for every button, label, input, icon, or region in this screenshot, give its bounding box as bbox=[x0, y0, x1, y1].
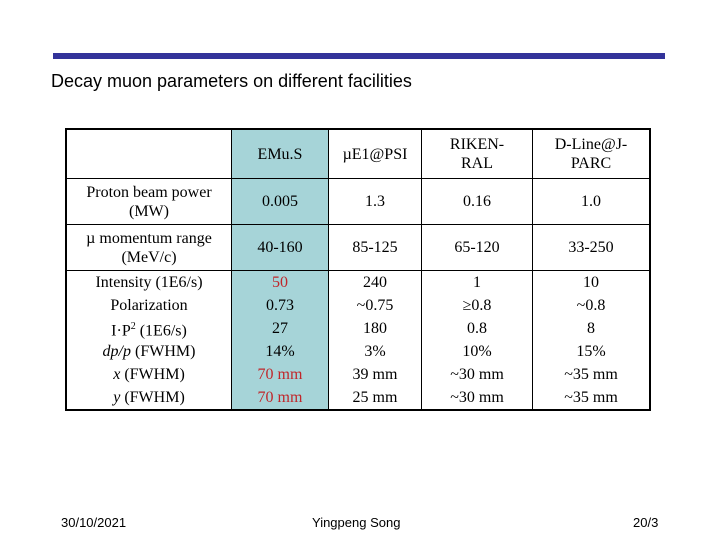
cell: 0.8 bbox=[422, 317, 533, 340]
table-row bbox=[66, 271, 650, 295]
table-row bbox=[66, 294, 650, 317]
cell: 10 bbox=[533, 271, 651, 295]
cell: 85-125 bbox=[329, 225, 422, 271]
table-row bbox=[66, 317, 650, 340]
cell: 10% bbox=[422, 340, 533, 363]
cell: 40-160 bbox=[232, 225, 329, 271]
cell: 1.3 bbox=[329, 179, 422, 225]
cell: ~30 mm bbox=[422, 386, 533, 410]
cell: 65-120 bbox=[422, 225, 533, 271]
table-row bbox=[66, 386, 650, 410]
cell: 3% bbox=[329, 340, 422, 363]
cell: 33-250 bbox=[533, 225, 651, 271]
table-header-row bbox=[66, 129, 650, 179]
row-label: Polarization bbox=[66, 294, 232, 317]
row-label: $I\cdot P^2$ (1E6/s) bbox=[66, 317, 232, 340]
cell: ~30 mm bbox=[422, 363, 533, 386]
footer-date: 30/10/2021 bbox=[61, 515, 127, 530]
table-row bbox=[66, 340, 650, 363]
cell: 1.0 bbox=[533, 179, 651, 225]
cell: 25 mm bbox=[329, 386, 422, 410]
header-cell bbox=[66, 129, 232, 179]
row-label: y (FWHM) bbox=[66, 386, 232, 410]
table-row bbox=[66, 363, 650, 386]
cell: 14% bbox=[232, 340, 329, 363]
cell: 0.16 bbox=[422, 179, 533, 225]
cell: ~35 mm bbox=[533, 386, 651, 410]
cell: 39 mm bbox=[329, 363, 422, 386]
cell: 27 bbox=[232, 317, 329, 340]
cell: ~35 mm bbox=[533, 363, 651, 386]
facility-comparison-table bbox=[65, 128, 651, 411]
header-cell: RIKEN- RAL bbox=[422, 129, 533, 179]
title-accent-bar bbox=[53, 53, 665, 59]
table-row bbox=[66, 225, 650, 271]
cell: ~0.75 bbox=[329, 294, 422, 317]
cell: 1 bbox=[422, 271, 533, 295]
header-cell: EMu.S bbox=[232, 129, 329, 179]
cell: 180 bbox=[329, 317, 422, 340]
cell: 0.73 bbox=[232, 294, 329, 317]
table-row bbox=[66, 179, 650, 225]
cell: 70 mm bbox=[232, 363, 329, 386]
row-label: x (FWHM) bbox=[66, 363, 232, 386]
footer-author: Yingpeng Song bbox=[312, 515, 401, 530]
cell: 8 bbox=[533, 317, 651, 340]
cell: 70 mm bbox=[232, 386, 329, 410]
row-label: dp/p (FWHM) bbox=[66, 340, 232, 363]
slide-title: Decay muon parameters on different facilities bbox=[51, 71, 412, 91]
cell: ≥0.8 bbox=[422, 294, 533, 317]
row-label: Proton beam power (MW) bbox=[66, 179, 232, 225]
cell: 0.005 bbox=[232, 179, 329, 225]
row-label: Intensity (1E6/s) bbox=[66, 271, 232, 295]
header-cell: µE1@PSI bbox=[329, 129, 422, 179]
footer-page-number: 20/3 bbox=[633, 515, 659, 530]
row-label: µ momentum range (MeV/c) bbox=[66, 225, 232, 271]
cell: 50 bbox=[232, 271, 329, 295]
cell: ~0.8 bbox=[533, 294, 651, 317]
header-cell: D-Line@J- PARC bbox=[533, 129, 651, 179]
cell: 15% bbox=[533, 340, 651, 363]
cell: 240 bbox=[329, 271, 422, 295]
